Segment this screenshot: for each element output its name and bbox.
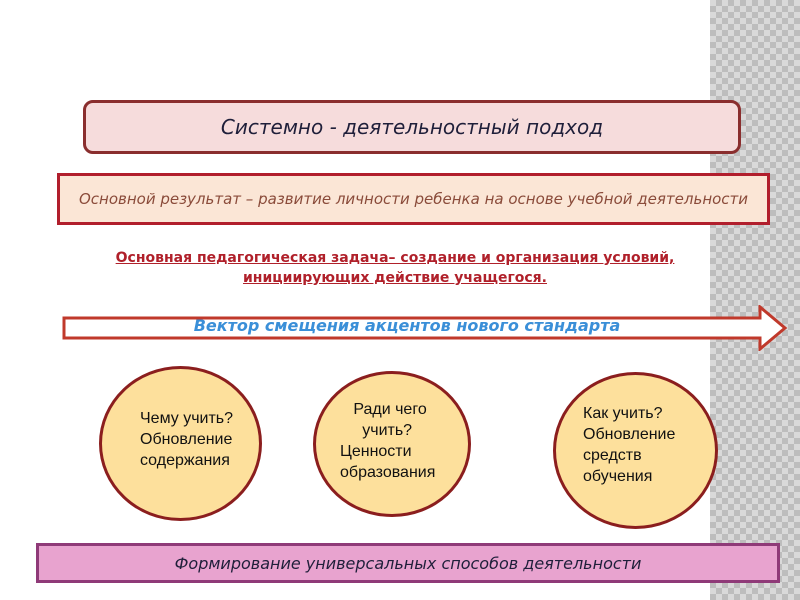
slide-title [83,100,741,154]
main-result-box [57,173,770,225]
universal-methods-box [36,543,780,583]
circle-how-to-teach-text: Как учить? Обновление средств обучения [583,405,676,485]
decorative-checker-strip [710,0,800,600]
circle-what-to-teach [99,366,262,521]
universal-methods-text: Формирование универсальных способов деятельности [174,553,642,573]
circle-why-to-teach [313,371,471,517]
circle-why-to-teach-text: Ради чего учить? Ценности образования [340,401,436,481]
pedagogical-task-text: Основная педагогическая задача– создание и организация условий, инициирующих действие учащегося. [115,250,675,286]
vector-label: Вектор смещения акцентов нового стандарта [193,316,621,335]
main-result-text: Основной результат – развитие личности ребенка на основе учебной деятельности [78,190,749,208]
circle-how-to-teach [553,372,718,529]
slide-title-text: Системно - деятельностный подход [220,115,604,139]
circle-what-to-teach-text: Чему учить? Обновление содержания [140,410,234,469]
